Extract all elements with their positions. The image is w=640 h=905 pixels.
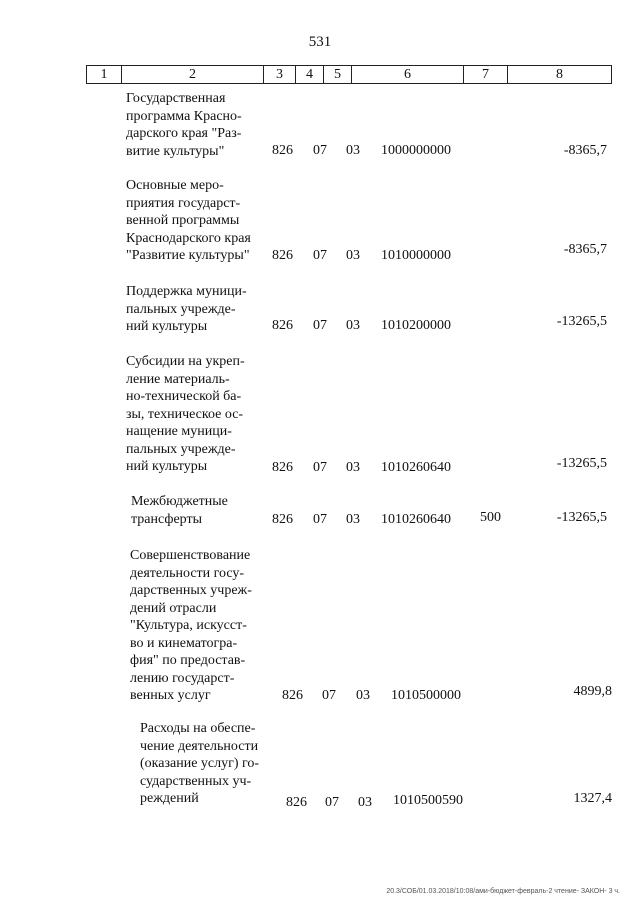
cell-ministry: 826 bbox=[286, 795, 307, 810]
cell-target-code: 1010000000 bbox=[381, 248, 451, 263]
cell-subsection: 03 bbox=[346, 460, 360, 475]
row-description: Расходы на обеспе- чение деятельности (оказание услуг) го- сударственных уч- реждений bbox=[140, 721, 260, 806]
header-cell-6: 6 bbox=[351, 66, 463, 83]
row-description: Межбюджетные трансферты bbox=[131, 494, 228, 527]
cell-section: 07 bbox=[325, 795, 339, 810]
cell-expense-type: 500 bbox=[480, 510, 501, 525]
header-cell-2: 2 bbox=[121, 66, 263, 83]
header-cell-5: 5 bbox=[323, 66, 351, 83]
cell-section: 07 bbox=[313, 512, 327, 527]
table-header-row bbox=[86, 65, 612, 84]
cell-target-code: 1010260640 bbox=[381, 460, 451, 475]
header-cell-1: 1 bbox=[100, 67, 108, 82]
cell-subsection: 03 bbox=[346, 512, 360, 527]
page-number: 531 bbox=[308, 34, 332, 50]
cell-subsection: 03 bbox=[358, 795, 372, 810]
row-description: Основные меро- приятия государст- венной программы Краснодарского края "Развитие культуры" bbox=[126, 178, 251, 263]
cell-target-code: 1010200000 bbox=[381, 318, 451, 333]
cell-section: 07 bbox=[313, 318, 327, 333]
footer-file-path: 20.3/СОБ/01.03.2018/10:08/ами-бюджет-февраль-2 чтение- ЗАКОН- 3 ч. bbox=[386, 888, 620, 895]
cell-target-code: 1010260640 bbox=[381, 512, 451, 527]
cell-target-code: 1000000000 bbox=[381, 143, 451, 158]
cell-ministry: 826 bbox=[272, 512, 293, 527]
cell-subsection: 03 bbox=[346, 143, 360, 158]
cell-target-code: 1010500000 bbox=[391, 688, 461, 703]
row-description: Государственная программа Красно- дарского края "Раз- витие культуры" bbox=[126, 91, 242, 159]
cell-amount: -13265,5 bbox=[556, 510, 607, 525]
cell-section: 07 bbox=[313, 460, 327, 475]
header-cell-4: 4 bbox=[295, 66, 323, 83]
cell-target-code: 1010500590 bbox=[393, 793, 463, 808]
cell-subsection: 03 bbox=[356, 688, 370, 703]
cell-amount: -8365,7 bbox=[563, 143, 607, 158]
cell-subsection: 03 bbox=[346, 248, 360, 263]
cell-section: 07 bbox=[313, 248, 327, 263]
cell-section: 07 bbox=[322, 688, 336, 703]
row-description: Субсидии на укреп- ление материаль- но-технической ба- зы, техническое ос- нащение муници- пальных учрежде- ний культуры bbox=[126, 354, 245, 474]
cell-section: 07 bbox=[313, 143, 327, 158]
cell-ministry: 826 bbox=[282, 688, 303, 703]
cell-ministry: 826 bbox=[272, 248, 293, 263]
cell-amount: -13265,5 bbox=[556, 456, 607, 471]
cell-amount: -13265,5 bbox=[556, 314, 607, 329]
cell-amount: 1327,4 bbox=[573, 791, 612, 806]
cell-ministry: 826 bbox=[272, 318, 293, 333]
header-cell-3: 3 bbox=[263, 66, 295, 83]
cell-ministry: 826 bbox=[272, 460, 293, 475]
row-description: Совершенствование деятельности госу- дарственных учреж- дений отрасли "Культура, искусст- во и кинематогра- фия" по предостав- лению государст- венных услуг bbox=[130, 548, 252, 703]
header-cell-7: 7 bbox=[463, 66, 507, 83]
row-description: Поддержка муници- пальных учрежде- ний культуры bbox=[126, 284, 247, 334]
cell-ministry: 826 bbox=[272, 143, 293, 158]
cell-amount: 4899,8 bbox=[573, 684, 612, 699]
header-cell-8: 8 bbox=[507, 66, 611, 83]
cell-subsection: 03 bbox=[346, 318, 360, 333]
cell-amount: -8365,7 bbox=[563, 242, 607, 257]
